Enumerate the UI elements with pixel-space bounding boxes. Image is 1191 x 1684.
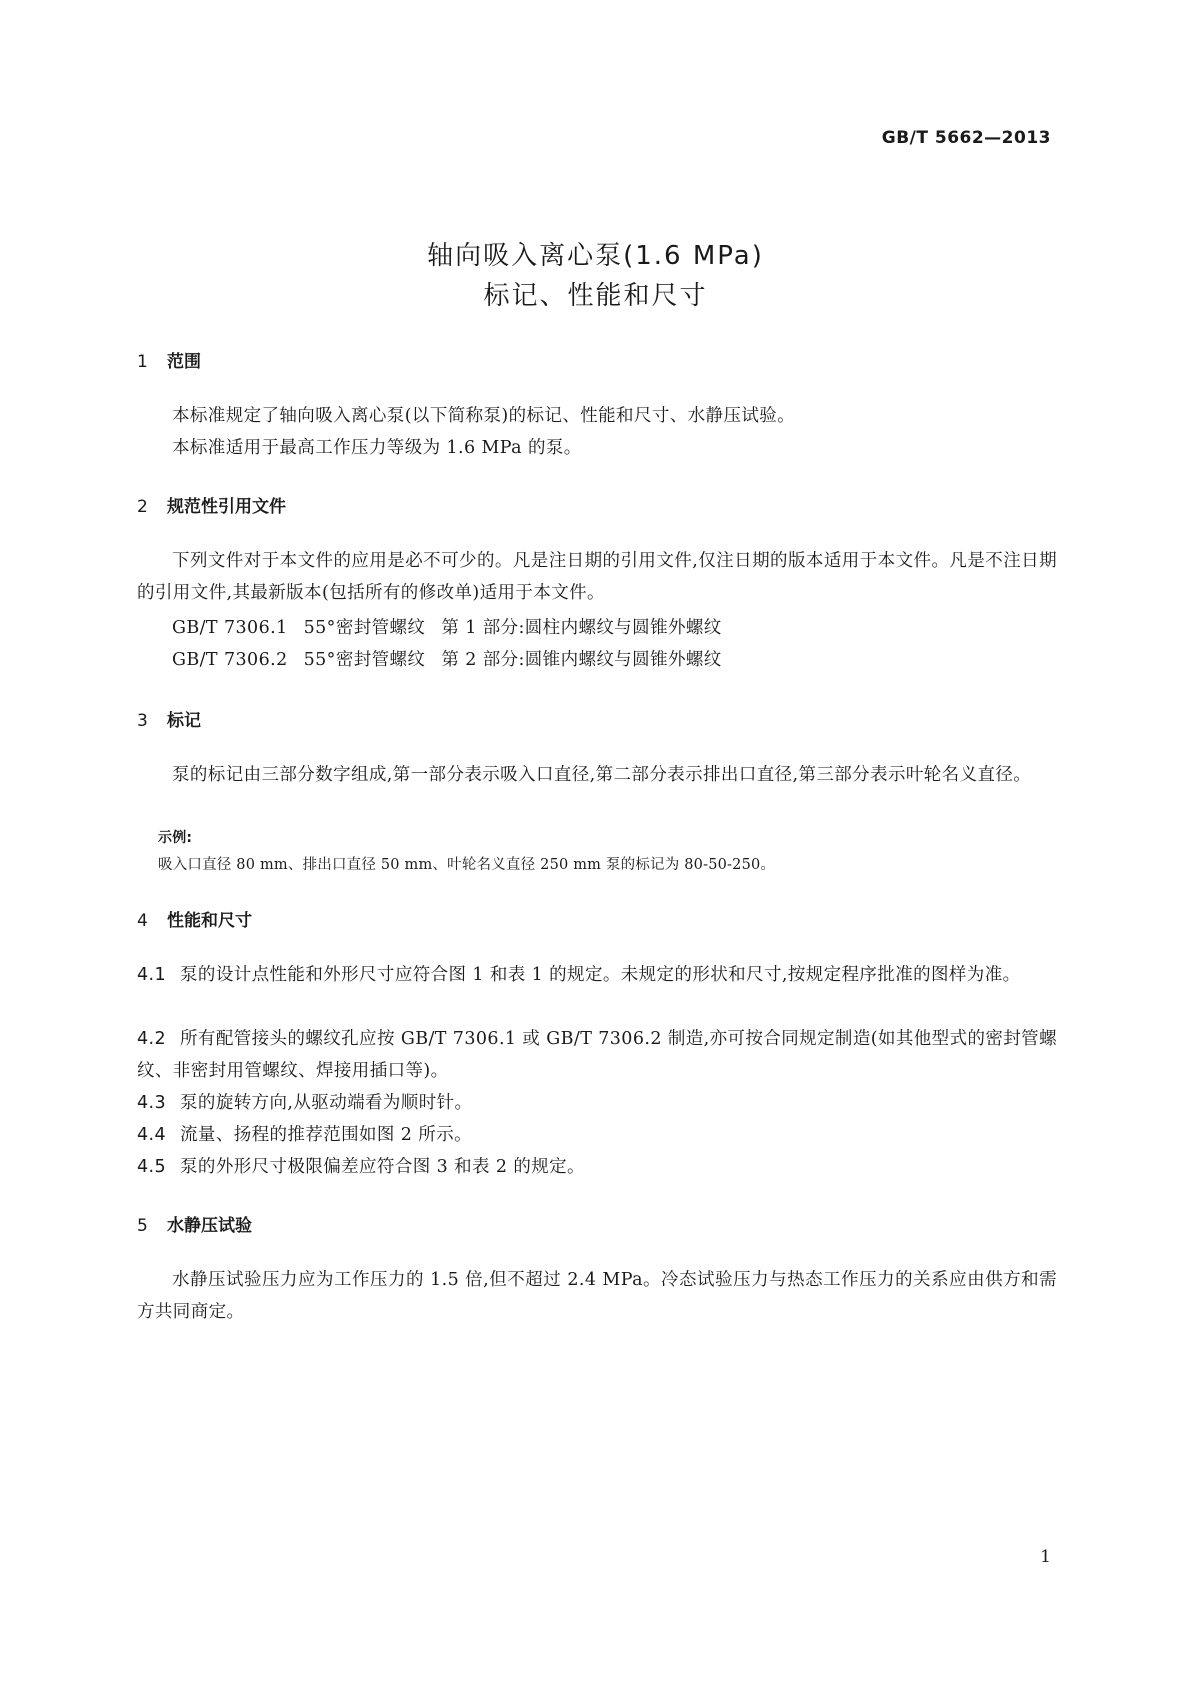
section-number: 1: [137, 352, 148, 372]
section-1-heading: [137, 347, 201, 372]
clause-text: 泵的外形尺寸极限偏差应符合图 3 和表 2 的规定。: [180, 1157, 585, 1177]
section-2-heading: [137, 492, 286, 517]
clause-number: 4.4: [137, 1125, 167, 1145]
clause-number: 4.3: [137, 1093, 167, 1113]
section-number: 2: [137, 497, 148, 517]
reference-2: [172, 646, 722, 671]
section-title: 规范性引用文件: [167, 497, 286, 517]
section-title: 标记: [167, 711, 201, 731]
standard-number: GB/T 5662—2013: [881, 128, 1051, 148]
clause-4-1: [137, 959, 1057, 991]
section-number: 5: [137, 1216, 148, 1236]
clause-4-2: [137, 1023, 1057, 1087]
document-title-line2: 标记、性能和尺寸: [483, 281, 708, 311]
reference-code: GB/T 7306.1: [172, 618, 288, 638]
clause-text: 泵的设计点性能和外形尺寸应符合图 1 和表 1 的规定。未规定的形状和尺寸,按规定程序批准的图样为准。: [180, 965, 1021, 985]
clause-number: 4.5: [137, 1157, 167, 1177]
document-title-line1: 轴向吸入离心泵(1.6 MPa): [427, 241, 764, 271]
section-5-heading: [137, 1211, 252, 1236]
section-number: 4: [137, 911, 148, 931]
example-text: 吸入口直径 80 mm、排出口直径 50 mm、叶轮名义直径 250 mm 泵的标记为 80-50-250。: [158, 857, 776, 873]
clause-4-4: [137, 1119, 1057, 1151]
page-number: 1: [1040, 1547, 1051, 1567]
example-label: 示例:: [158, 830, 193, 846]
section-number: 3: [137, 711, 148, 731]
reference-part: 第 2 部分:圆锥内螺纹与圆锥外螺纹: [441, 650, 722, 670]
section-title: 水静压试验: [167, 1216, 252, 1236]
section-5-paragraph-1: 水静压试验压力应为工作压力的 1.5 倍,但不超过 2.4 MPa。冷态试验压力与热态工作压力的关系应由供方和需方共同商定。: [137, 1270, 1057, 1322]
reference-part: 第 1 部分:圆柱内螺纹与圆锥外螺纹: [441, 618, 722, 638]
section-4-heading: [137, 906, 252, 931]
clause-4-5: [137, 1151, 1057, 1183]
clause-number: 4.2: [137, 1029, 167, 1049]
reference-1: [172, 614, 722, 639]
section-title: 性能和尺寸: [167, 911, 252, 931]
section-3-heading: [137, 706, 201, 731]
reference-code: GB/T 7306.2: [172, 650, 288, 670]
clause-text: 泵的旋转方向,从驱动端看为顺时针。: [180, 1093, 473, 1113]
clause-text: 流量、扬程的推荐范围如图 2 所示。: [180, 1125, 472, 1145]
clause-text: 所有配管接头的螺纹孔应按 GB/T 7306.1 或 GB/T 7306.2 制造,亦可按合同规定制造(如其他型式的密封管螺纹、非密封用管螺纹、焊接用插口等)。: [137, 1029, 1057, 1081]
section-3-paragraph-1: 泵的标记由三部分数字组成,第一部分表示吸入口直径,第二部分表示排出口直径,第三部分表示叶轮名义直径。: [172, 765, 1032, 785]
section-2-paragraph-1: 下列文件对于本文件的应用是必不可少的。凡是注日期的引用文件,仅注日期的版本适用于本文件。凡是不注日期的引用文件,其最新版本(包括所有的修改单)适用于本文件。: [137, 551, 1057, 603]
clause-number: 4.1: [137, 965, 167, 985]
clause-4-3: [137, 1087, 1057, 1119]
section-1-paragraph-1: 本标准规定了轴向吸入离心泵(以下简称泵)的标记、性能和尺寸、水静压试验。: [172, 406, 796, 426]
section-title: 范围: [167, 352, 201, 372]
section-1-paragraph-2: 本标准适用于最高工作压力等级为 1.6 MPa 的泵。: [172, 438, 582, 458]
reference-title: 55°密封管螺纹: [303, 650, 426, 670]
reference-title: 55°密封管螺纹: [303, 618, 426, 638]
